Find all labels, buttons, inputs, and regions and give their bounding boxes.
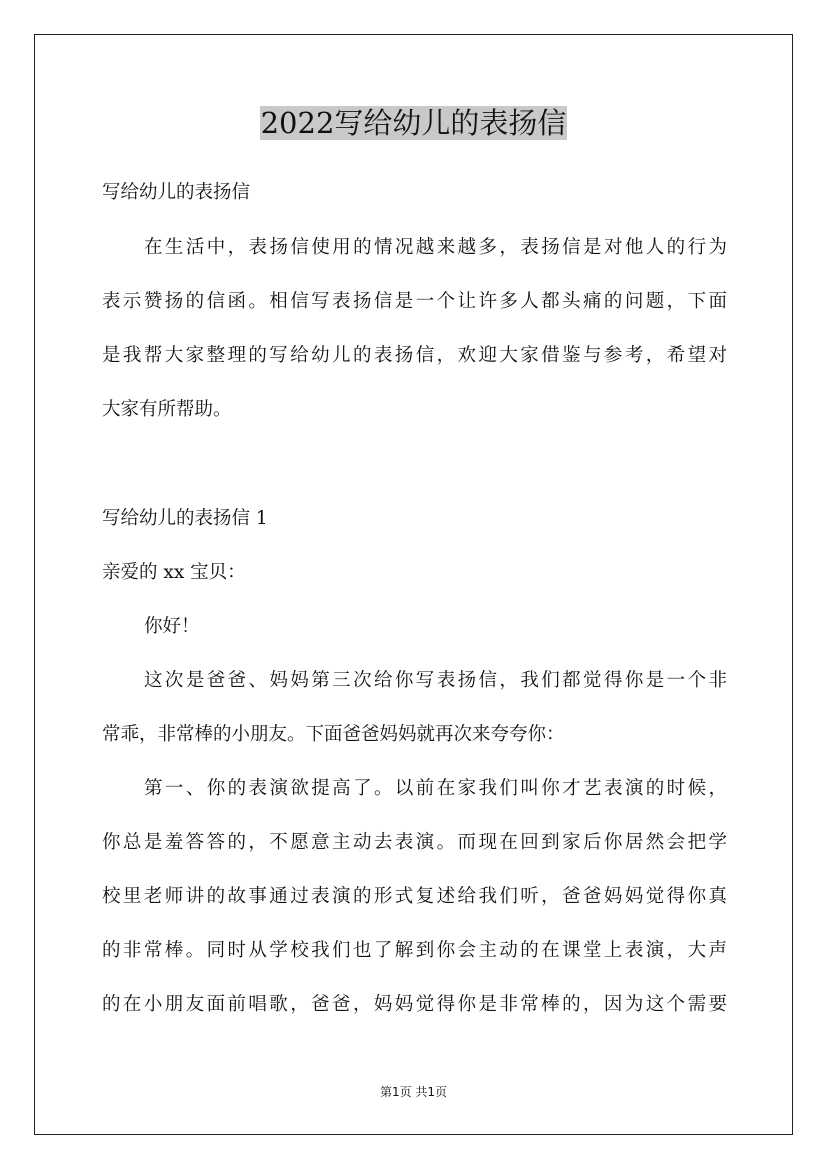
intro-line-1: 在生活中，表扬信使用的情况越来越多，表扬信是对他人的行为 bbox=[144, 237, 727, 258]
paragraph2-line-3: 校里老师讲的故事通过表演的形式复述给我们听，爸爸妈妈觉得你真 bbox=[102, 886, 727, 907]
paragraph1-line-2: 常乖，非常棒的小朋友。下面爸爸妈妈就再次来夸夸你： bbox=[102, 724, 565, 745]
intro-line-2: 表示赞扬的信函。相信写表扬信是一个让许多人都头痛的问题，下面 bbox=[102, 291, 727, 312]
paragraph2-line-2: 你总是羞答答的，不愿意主动去表演。而现在回到家后你居然会把学 bbox=[102, 832, 727, 853]
document-subtitle: 写给幼儿的表扬信 bbox=[102, 182, 251, 203]
intro-line-3: 是我帮大家整理的写给幼儿的表扬信，欢迎大家借鉴与参考，希望对 bbox=[102, 345, 727, 366]
document-title-text: 2022写给幼儿的表扬信 bbox=[260, 106, 567, 140]
paragraph2-line-4: 的非常棒。同时从学校我们也了解到你会主动的在课堂上表演，大声 bbox=[102, 940, 727, 961]
paragraph2-line-1: 第一、你的表演欲提高了。以前在家我们叫你才艺表演的时候， bbox=[144, 778, 727, 799]
salutation: 亲爱的 xx 宝贝： bbox=[102, 562, 246, 583]
greeting: 你好！ bbox=[144, 616, 200, 637]
intro-line-4: 大家有所帮助。 bbox=[102, 399, 232, 420]
document-title bbox=[0, 103, 827, 143]
paragraph2-line-5: 的在小朋友面前唱歌，爸爸，妈妈觉得你是非常棒的，因为这个需要 bbox=[102, 994, 727, 1015]
page-number-footer: 第1页 共1页 bbox=[379, 1085, 448, 1099]
section-heading: 写给幼儿的表扬信 1 bbox=[102, 508, 268, 529]
paragraph1-line-1: 这次是爸爸、妈妈第三次给你写表扬信，我们都觉得你是一个非 bbox=[144, 670, 727, 691]
